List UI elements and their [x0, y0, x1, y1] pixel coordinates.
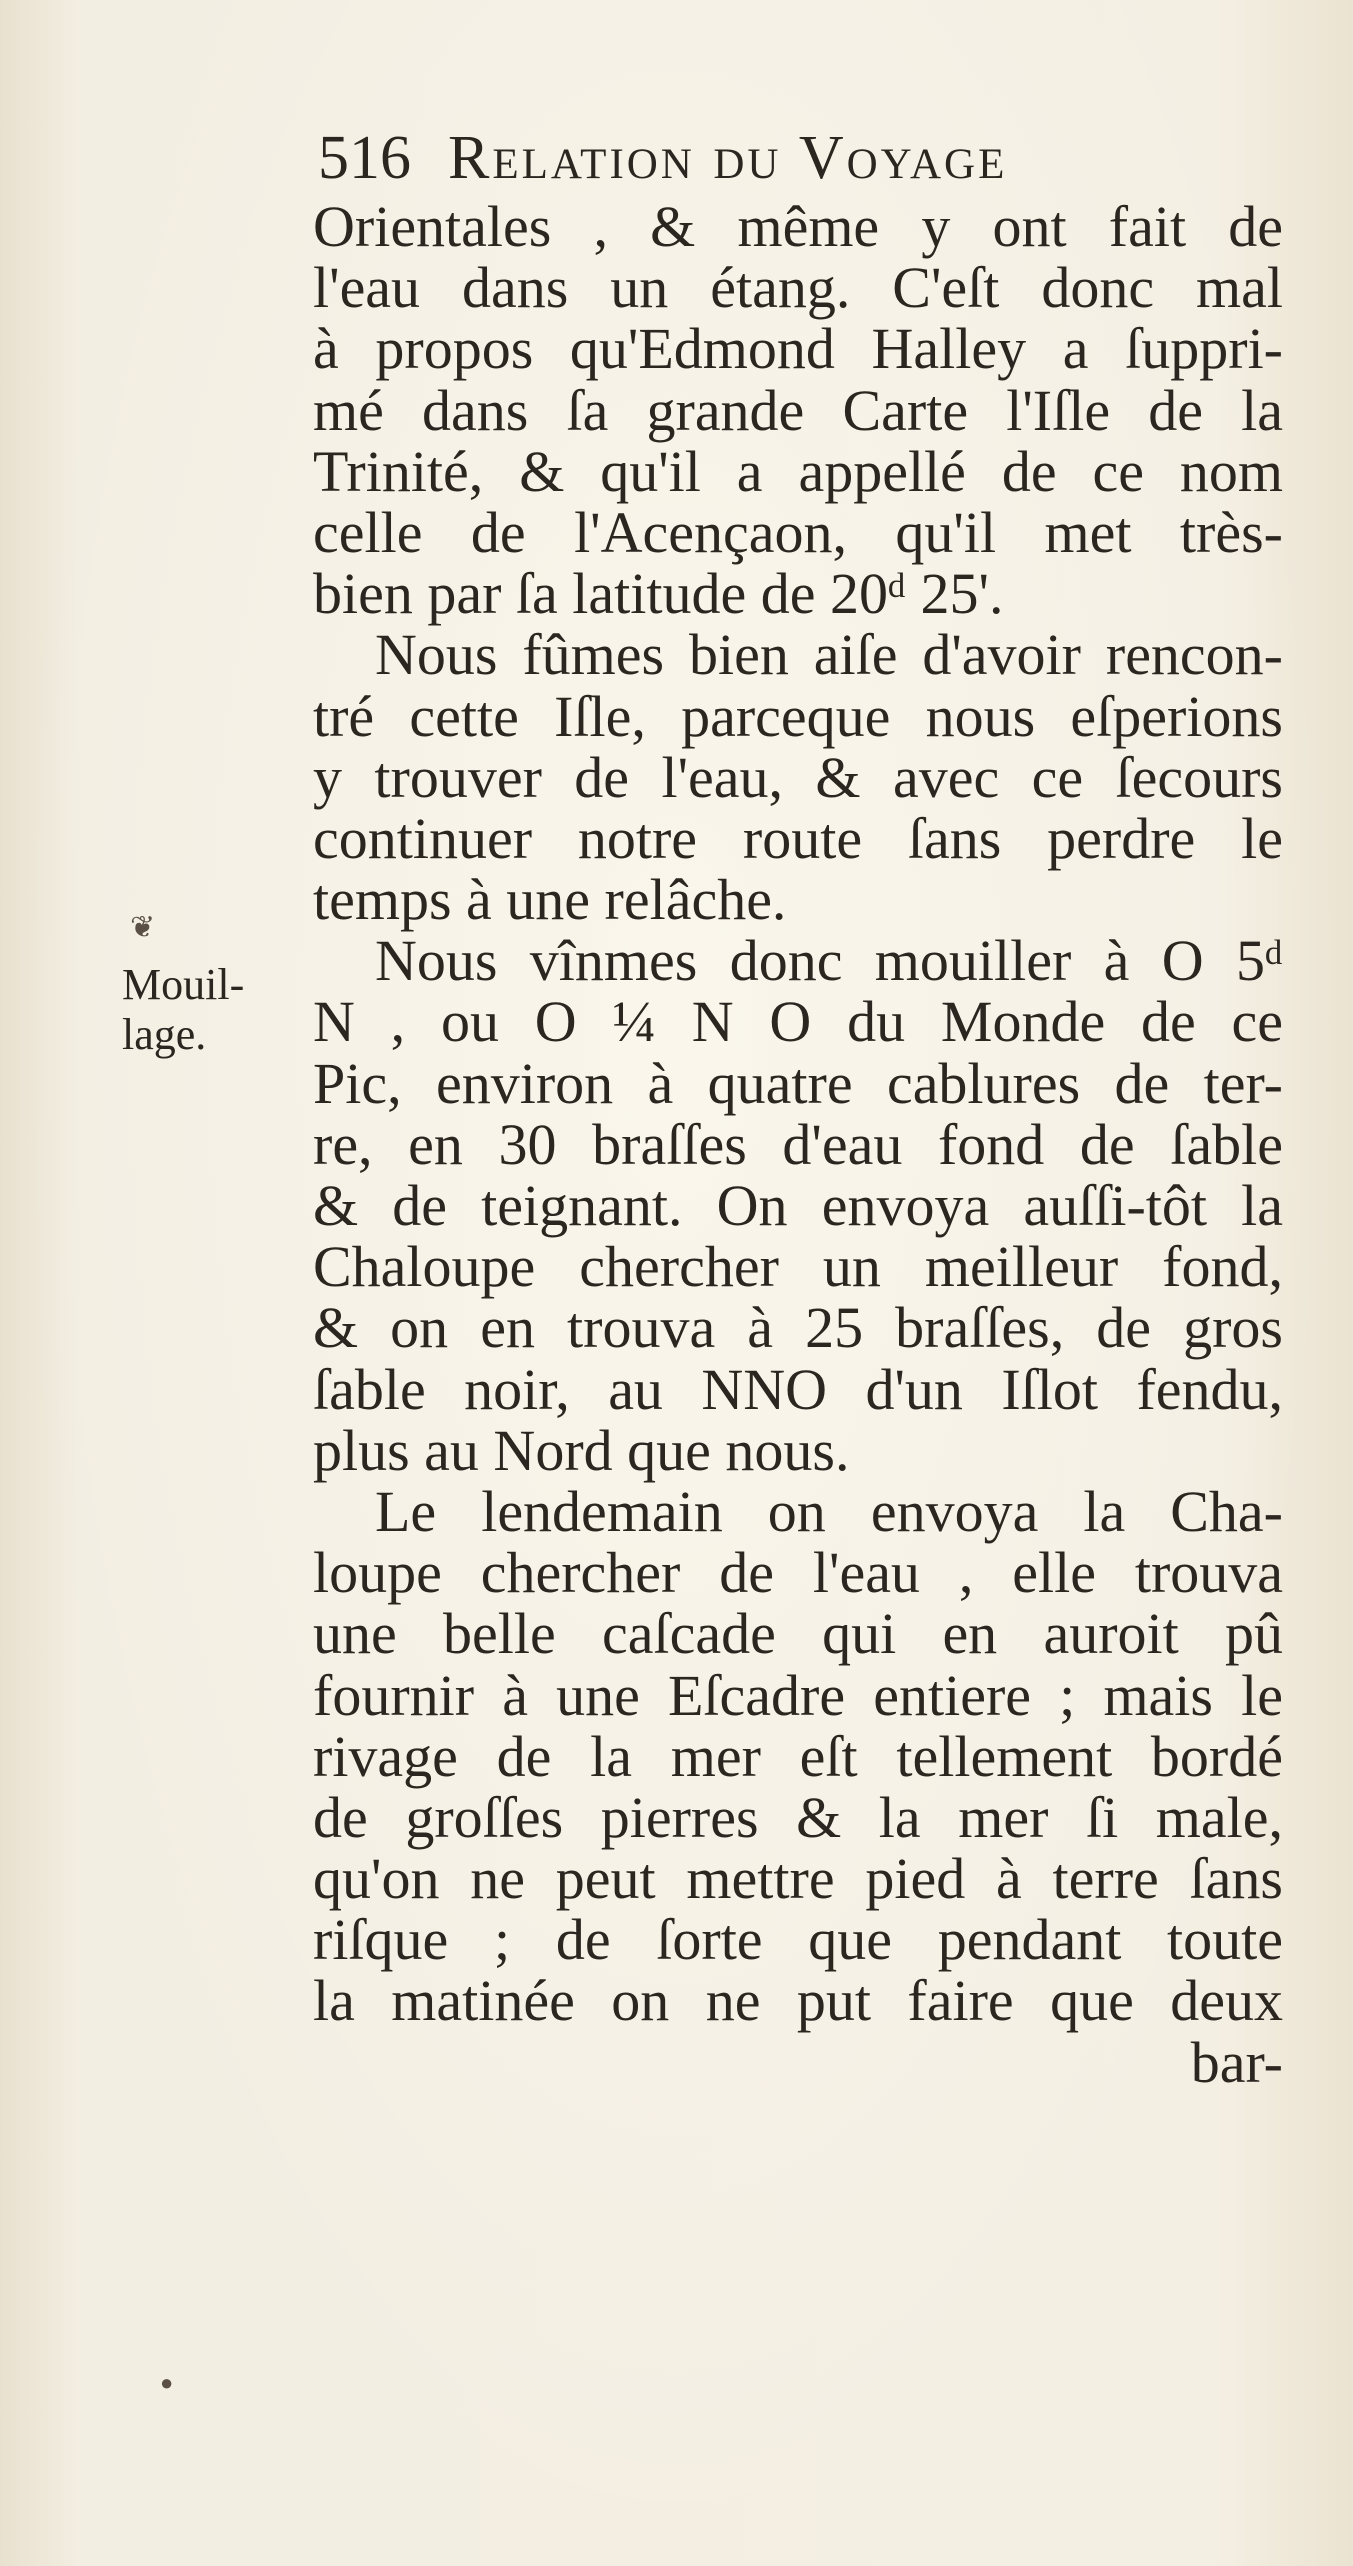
margin-note-line: Mouil- — [122, 960, 245, 1009]
running-title: Relation du Voyage — [448, 124, 1008, 192]
text-line: temps à une relâche. — [313, 867, 787, 933]
body-text — [313, 196, 1283, 2093]
text-line: Pic, environ à quatre cablures de ter- — [313, 1050, 1283, 1116]
text-line: re, en 30 braſſes d'eau fond de ſable — [313, 1111, 1283, 1177]
ink-mark: ❦ — [130, 911, 156, 944]
text-line: bien par ſa latitude de 20ᵈ 25'. — [313, 561, 1004, 627]
text-line: Nous fûmes bien aiſe d'avoir rencon- — [375, 622, 1283, 688]
text-line: l'eau dans un étang. C'eſt donc mal — [313, 255, 1283, 321]
text-line: Orientales , & même y ont fait de — [313, 194, 1283, 259]
text-line: Le lendemain on envoya la Cha- — [375, 1478, 1283, 1544]
page-number: 516 — [318, 124, 411, 192]
text-line: riſque ; de ſorte que pendant toute — [313, 1907, 1283, 1973]
text-line: qu'on ne peut mettre pied à terre ſans — [313, 1846, 1283, 1912]
text-line: de groſſes pierres & la mer ſi male, — [313, 1784, 1283, 1850]
text-line: tré cette Iſle, parceque nous eſperions — [313, 683, 1283, 749]
text-line: fournir à une Eſcadre entiere ; mais le — [313, 1662, 1283, 1728]
text-line: une belle caſcade qui en auroit pû — [313, 1601, 1283, 1667]
running-head — [318, 118, 1158, 198]
text-line: & de teignant. On envoya auſſi-tôt la — [313, 1173, 1283, 1238]
text-line: Trinité, & qu'il a appellé de ce nom — [313, 438, 1283, 504]
text-line: rivage de la mer eſt tellement bordé — [313, 1723, 1283, 1789]
text-line: N , ou O ¼ N O du Monde de ce — [313, 989, 1283, 1055]
text-line: & on en trouva à 25 braſſes, de gros — [313, 1295, 1283, 1361]
margin-note — [122, 960, 272, 1060]
text-line: la matinée on ne put faire que deux — [313, 1968, 1283, 2034]
ink-spot: ● — [160, 2370, 174, 2395]
text-line: Chaloupe chercher un meilleur fond, — [313, 1234, 1283, 1300]
text-line: mé dans ſa grande Carte l'Iſle de la — [313, 377, 1283, 443]
text-line: Nous vînmes donc mouiller à O 5ᵈ — [375, 928, 1283, 994]
margin-note-line: lage. — [122, 1010, 207, 1059]
text-line: continuer notre route ſans perdre le — [313, 805, 1283, 871]
text-line: celle de l'Acençaon, qu'il met très- — [313, 499, 1283, 565]
text-line: à propos qu'Edmond Halley a ſuppri- — [313, 316, 1283, 382]
text-line: loupe chercher de l'eau , elle trouva — [313, 1540, 1283, 1606]
text-line: y trouver de l'eau, & avec ce ſecours — [313, 744, 1283, 810]
catchword: bar- — [1190, 2029, 1283, 2095]
text-line: ſable noir, au NNO d'un Iſlot fendu, — [313, 1356, 1283, 1422]
text-line: plus au Nord que nous. — [313, 1417, 850, 1483]
